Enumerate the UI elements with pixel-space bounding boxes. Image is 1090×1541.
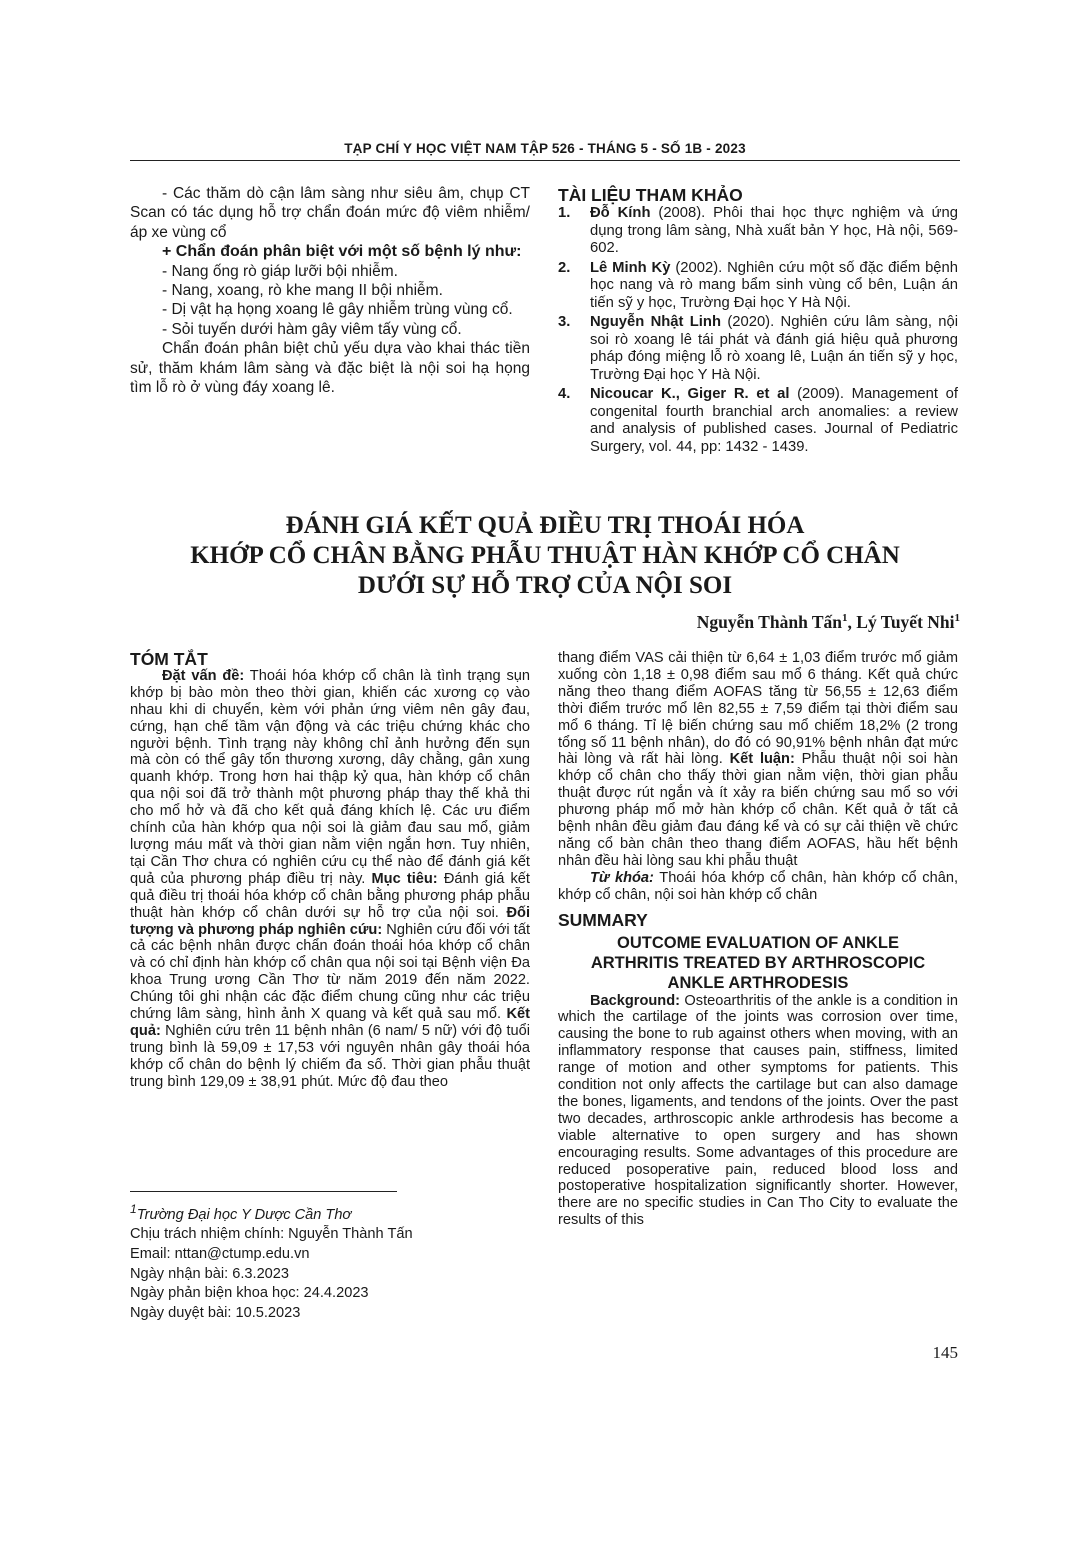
article-title-line: DƯỚI SỰ HỖ TRỢ CỦA NỘI SOI (357, 572, 733, 599)
article-title-line: KHỚP CỔ CHÂN BẰNG PHẪU THUẬT HÀN KHỚP CỔ CHÂN (190, 542, 900, 569)
article-title-line: ĐÁNH GIÁ KẾT QUẢ ĐIỀU TRỊ THOÁI HÓA (285, 512, 805, 539)
abstract-body (558, 650, 958, 870)
affiliation-marker: 1 (130, 1202, 137, 1216)
reference-number: 3. (558, 314, 571, 331)
references-section (558, 186, 958, 458)
abstract-text: thang điểm VAS cải thiện từ 6,64 ± 1,03 điểm trước mổ giảm xuống còn 1,18 ± 0,98 điểm sau mổ 6 tháng. Kết quả chức năng theo thang điểm AOFAS tăng từ 56,55 ± 12,63 điểm thời điểm trước mổ lên 82,55 ± 7,59 điểm tại thời điểm sau mổ 6 tháng. Tỉ lệ biến chứng sau mổ chiếm 18,2% (2 trong tổng số 11 bệnh nhân), do đó có 90,91% bệnh nhân đạt mức hài lòng và rất hài lòng. (558, 650, 958, 768)
reference-body: (2009). Management of congenital fourth branchial arch anomalies: a review and analysis of published cases. Journal of Pediatric Surgery, vol. 44, pp: 1432 - 1439. (590, 386, 958, 455)
author-separator: , (847, 612, 857, 632)
reference-item (558, 260, 958, 313)
abstract-right-column (558, 650, 958, 1229)
abstract-label: Đặt vấn đề: (162, 667, 245, 684)
affiliation-marker: 1 (842, 612, 848, 625)
summary-title-line: ARTHRITIS TREATED BY ARTHROSCOPIC (590, 953, 926, 972)
abstract-text: Nghiên cứu trên 11 bệnh nhân (6 nam/ 5 nữ) với độ tuổi trung bình là 59,09 ± 17,53 với nguyên nhân gây thoái hóa khớp cổ chân do bệnh lý chiếm đa số. Thời gian phẫu thuật trung bình 129,09 ± 38,91 phút. Mức độ đau theo (130, 1022, 530, 1090)
page-number: 145 (932, 1343, 958, 1362)
abstract-text: Phẫu thuật nội soi hàn khớp cổ chân cho thấy thời gian nằm viện, thời gian phẫu thuật được rút ngắn và ít xảy ra biến chứng sau mổ so với phương pháp mổ mở hàn khớp cổ chân. Kết quả ở tất cả bệnh nhân đều giảm đau đáng kể và có sự cải thiện về chức năng cổ bàn chân theo thang điểm AOFAS, hầu hết bệnh nhân đều hài lòng sau khi phẫu thuật (558, 751, 958, 869)
summary-title-line: OUTCOME EVALUATION OF ANKLE (616, 933, 899, 952)
footnote-divider (130, 1191, 397, 1192)
journal-running-header: TẠP CHÍ Y HỌC VIỆT NAM TẬP 526 - THÁNG 5 - SỐ 1B - 2023 (344, 141, 746, 156)
footnote-received: Ngày nhận bài: 6.3.2023 (130, 1265, 290, 1282)
summary-title-line: ANKLE ARTHRODESIS (667, 973, 849, 992)
paragraph: Chẩn đoán phân biệt chủ yếu dựa vào khai thác tiền sử, thăm khám lâm sàng và đặc biệt là nội soi hạ họng tìm lỗ rò ở vùng đáy xoang lê. (130, 340, 530, 397)
summary-heading: SUMMARY (558, 909, 648, 930)
list-item: - Nang ống rò giáp lưỡi bội nhiễm. (162, 262, 398, 280)
reference-author: Nicoucar K., Giger R. et al (590, 386, 790, 403)
header-divider (130, 160, 960, 161)
footnote-reviewed: Ngày phản biện khoa học: 24.4.2023 (130, 1285, 369, 1302)
footnote (130, 1200, 530, 1323)
abstract-label: Mục tiêu: (371, 870, 438, 887)
list-item: - Nang, xoang, rò khe mang II bội nhiễm. (162, 282, 443, 300)
footnote-affiliation (130, 1200, 530, 1225)
reference-text (590, 386, 958, 456)
references-heading: TÀI LIỆU THAM KHẢO (558, 185, 743, 205)
abstract-label: Kết luận: (729, 751, 795, 768)
keywords-label: Từ khóa: (590, 869, 654, 886)
affiliation-text: Trường Đại học Y Dược Cần Thơ (136, 1206, 352, 1223)
summary-body (558, 993, 958, 1230)
affiliation-marker: 1 (954, 612, 960, 625)
abstract-text: Nghiên cứu đối với tất cả các bệnh nhân được chẩn đoán thoái hóa khớp cổ chân và có chỉ định hàn khớp cổ chân qua nội soi tại Bệnh viện Đa khoa Trung ương Cần Thơ từ năm 2019 đến năm 2022. Chúng tôi ghi nhận các đặc điểm chung cũng như các triệu chứng lâm sàng, hình ảnh X quang và kết quả sau mổ. (130, 921, 530, 1023)
reference-item (558, 314, 958, 384)
author-name: Nguyễn Thành Tấn (696, 612, 843, 632)
paragraph: - Các thăm dò cận lâm sàng như siêu âm, chụp CT Scan có tác dụng hỗ trợ chẩn đoán mức độ viêm nhiễm/ áp xe vùng cổ (130, 185, 530, 241)
reference-number: 4. (558, 386, 571, 403)
abstract-vi-left-column (130, 651, 530, 1091)
list-item: - Sỏi tuyến dưới hàm gây viêm tấy vùng cổ. (162, 320, 462, 338)
prev-article-left-column (130, 184, 530, 397)
abstract-text: Đánh giá kết quả điều trị thoái hóa khớp cổ chân bằng phương pháp phẫu thuật hàn khớp cổ chân dưới sự hỗ trợ của nội soi. (130, 870, 530, 921)
keywords (558, 870, 958, 904)
reference-body: (2020). Nghiên cứu lâm sàng, nội soi rò xoang lê tái phát và đánh giá hiệu quả phương pháp đóng miệng lỗ rò xoang lê, Luận án tiến sỹ y học, Trường Đại học Y Hà Nội. (590, 314, 959, 383)
paragraph-heading: + Chẩn đoán phân biệt với một số bệnh lý như: (162, 243, 522, 261)
article-title (130, 511, 960, 601)
abstract-heading: TÓM TẮT (130, 649, 208, 669)
author-name: Lý Tuyết Nhi (856, 612, 955, 632)
reference-author: Lê Minh Kỳ (590, 259, 671, 276)
summary-text: Osteoarthritis of the ankle is a condition in which the cartilage of the joints was corrosion over time, causing the bone to rub against others when moving, with an inflammatory response that causes pain, stiffness, limited range of motion and other symptoms for patients. This condition not only affects the cartilage but can also damage the bones, ligaments, and tendons of the joints. Over the past two decades, arthroscopic ankle arthrodesis has become a viable alternative to open surgery and has shown encouraging results. Some advantages of this procedure are reduced posoperative pain, reduced blood loss and postoperative hospitalization significantly shorter. However, there are no specific studies in Can Tho City to evaluate the results of this (558, 992, 958, 1229)
list-item: - Dị vật hạ họng xoang lê gây nhiễm trùng vùng cổ. (162, 301, 513, 319)
reference-text (590, 260, 958, 313)
keywords-text: Thoái hóa khớp cổ chân, hàn khớp cổ chân, khớp cổ chân, nội soi hàn khớp cổ chân (558, 869, 959, 903)
reference-text (590, 314, 958, 384)
reference-number: 2. (558, 259, 571, 276)
reference-author: Đỗ Kính (590, 205, 651, 222)
abstract-label: Đối tượng và phương pháp nghiên cứu: (130, 904, 530, 938)
reference-number: 1. (558, 205, 571, 222)
footnote-responsible: Chịu trách nhiệm chính: Nguyễn Thành Tấn (130, 1226, 413, 1243)
abstract-label: Kết quả: (130, 1006, 530, 1039)
abstract-body (130, 668, 530, 1091)
summary-label: Background: (590, 992, 680, 1009)
reference-item (558, 205, 958, 258)
reference-body: (2002). Nghiên cứu một số đặc điểm bệnh học nang và rò mang bẩm sinh vùng cổ bên, Luận án tiến sỹ y học, Trường Đại học Y Hà Nội. (590, 259, 958, 311)
footnote-email: Email: nttan@ctump.edu.vn (130, 1246, 310, 1263)
reference-text (590, 205, 958, 258)
reference-item (558, 386, 958, 456)
abstract-text: Thoái hóa khớp cổ chân là tình trạng sụn khớp bị bào mòn theo thời gian, khiến các xương cọ vào nhau khi di chuyển, kèm với phản ứng viêm nên gây đau, cứng, hạn chế tầm vận động và các triệu chứng khác cho người bệnh. Tình trạng này không chỉ ảnh hưởng đến sụn mà còn có thể gây tổn thương xương, dây chằng, gân xung quanh khớp. Trong hơn hai thập kỷ qua, hàn khớp cổ chân qua nội soi đã trở thành một phương pháp thay thế khả thi cho mổ hở và đã cho kết quả đáng khích lệ. Các ưu điểm chính của hàn khớp qua nội soi là giảm đau sau mổ, giảm lượng máu mất và thời gian nằm viện ngắn hơn. Tuy nhiên, tại Cần Thơ chưa có nghiên cứu cụ thể nào để đánh giá kết quả của phương pháp điều trị này. (130, 667, 530, 887)
summary-title (558, 933, 958, 993)
footnote-accepted: Ngày duyệt bài: 10.5.2023 (130, 1304, 301, 1321)
reference-body: (2008). Phôi thai học thực nghiệm và ứng dụng trong lâm sàng, Nhà xuất bản Y học, Hà nội, 569-602. (590, 205, 958, 257)
author-list (697, 612, 960, 633)
reference-author: Nguyễn Nhật Linh (590, 314, 722, 331)
